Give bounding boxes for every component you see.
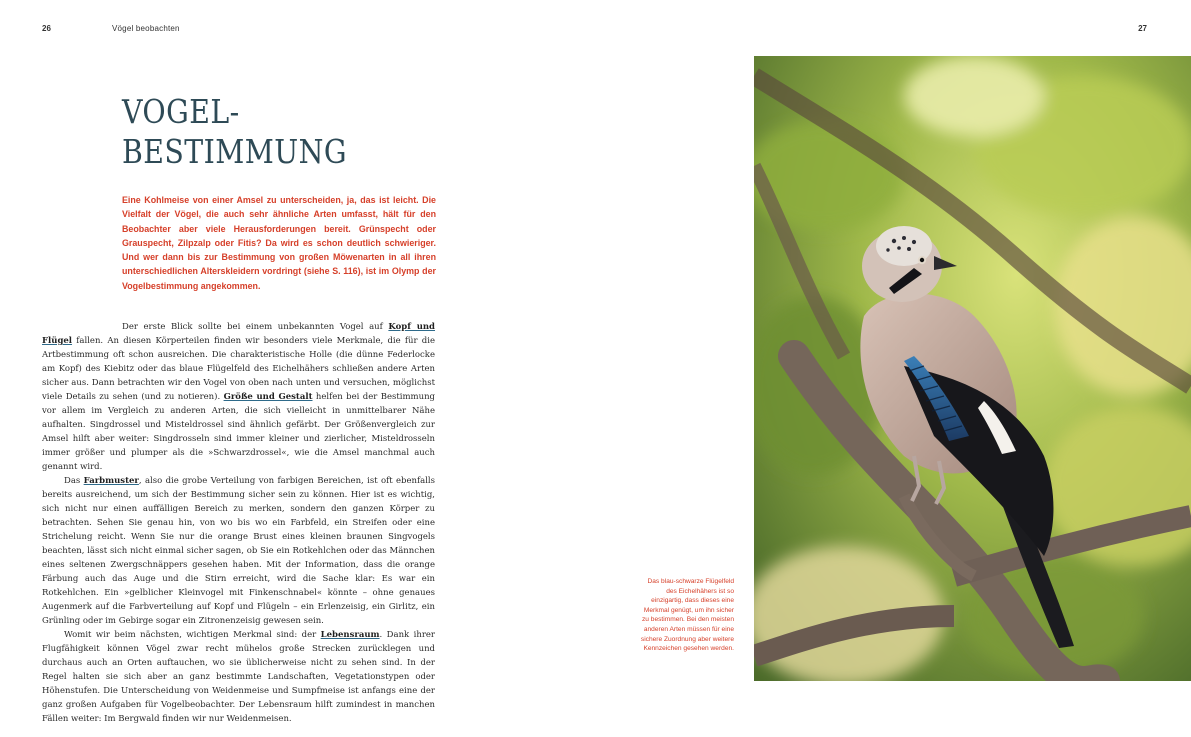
keyword-groesse-gestalt: Größe und Gestalt: [223, 392, 313, 402]
photo-caption: Das blau-schwarze Flügelfeld des Eichelhähers ist so einzigartig, dass dieses eine Merkmal genügt, um ihn sicher zu bestimmen. Bei den meisten anderen Arten müssen für eine sichere Zuordnung aber weitere Kennzeichen gesehen werden.: [640, 578, 734, 653]
chapter-title: [122, 92, 347, 172]
p3-text-b: . Dank ihrer Flugfähigkeit können Vögel zwar recht mühelos große Strecken zurücklegen und durchaus auch an Orten auftauchen, wo sie üblicherweise nicht zu sehen sind. In der Regel halten sie sich aber an ganz bestimmte Landschaften, Vegetationstypen oder Höhenstufen. Die Unterscheidung von Weidenmeise und Sumpfmeise ist anfangs eine der ganz großen Aufgaben für Vogelbeobachter. Der Lebensraum hilft zumindest in manchen Fällen weiter: Im Bergwald finden wir nur Weidenmeisen.: [42, 630, 435, 724]
lead-paragraph: Eine Kohlmeise von einer Amsel zu unterscheiden, ja, das ist leicht. Die Vielfalt der Vögel, die auch sehr ähnliche Arten umfasst, hält für den Beobachter aber viele Herausforderungen bereit. Grünspecht oder Grauspecht, Zilpzalp oder Fitis? Da wird es schon deutlich schwieriger. Und wer dann bis zur Bestimmung von großen Möwenarten in all ihren unterschiedlichen Alterskleidern vordringt (siehe S. 116), ist im Olymp der Vogelbestimmung angekommen.: [122, 195, 436, 291]
body-paragraph-3: [42, 628, 435, 726]
keyword-lebensraum: Lebensraum: [320, 630, 380, 640]
keyword-kopf-fluegel: Kopf und Flügel: [42, 322, 436, 346]
eurasian-jay-photo: [754, 56, 1191, 681]
body-paragraph-1: [42, 320, 435, 474]
p3-text-a: Womit wir beim nächsten, wichtigen Merkmal sind: der: [64, 630, 321, 640]
p1-text-b: fallen. An diesen Körperteilen finden wir besonders viele Merkmale, die für die Artbestimmung oft schon ausreichen. Die charakteristische Holle (die dünne Federlocke am Kopf) des Kiebitz oder das blaue Flügelfeld des Eichelhähers schließen andere Arten sicher aus. Dann betrachten wir den Vogel von oben nach unten und versuchen, möglichst viele Details zu sehen (und zu notieren).: [42, 336, 435, 402]
body-text: [42, 320, 435, 726]
page-number-right: 27: [1138, 24, 1147, 33]
title-line-2: BESTIMMUNG: [122, 132, 347, 171]
page-number-left: 26: [42, 24, 51, 33]
keyword-farbmuster: Farbmuster: [83, 476, 139, 486]
p1-text-a: Der erste Blick sollte bei einem unbekannten Vogel auf: [122, 322, 389, 332]
p2-text-a: Das: [64, 476, 84, 486]
running-head: Vögel beobachten: [112, 24, 180, 33]
p2-text-b: , also die grobe Verteilung von farbigen Bereichen, ist oft ebenfalls bereits ausreichend, um sich der Bestimmung sicher sein zu können. Hier ist es wichtig, sich nicht nur einen auffälligen Bereich zu merken, sondern den ganzen Körper zu betrachten. Sehen Sie genau hin, von wo bis wo ein Farbfeld, ein Streifen oder eine Strichelung reicht. Wenn Sie nur die orange Brust eines kleinen braunen Singvogels beachten, lässt sich nicht einmal sicher sagen, ob Sie ein Rotkehlchen oder das Männchen eines seltenen Zwergschnäppers gesehen haben. Mit der Information, dass die orange Färbung auch das Auge und die Stirn erreicht, wird die Sache klar: Es war ein Rotkehlchen. Ein »gelblicher Kleinvogel mit Finkenschnabel« könnte – ohne genaues Augenmerk auf die Farbverteilung auf Kopf und Flügeln – ein Erlenzeisig, ein Girlitz, ein Grünling oder im Gebirge sogar ein Zitronenzeisig gewesen sein.: [42, 476, 436, 626]
p1-text-c: helfen bei der Bestimmung vor allem im Vergleich zu anderen Arten, die sich vielleicht in unmittelbarer Nähe aufhalten. Singdrossel und Misteldrossel sind ähnlich gefärbt. Der Größenvergleich zur Amsel hilft aber weiter: Singdrosseln sind immer kleiner und zierlicher, Misteldrosseln immer größer und plumper als die »Schwarzdrossel«, wie die Amsel manchmal auch genannt wird.: [42, 392, 435, 472]
body-paragraph-2: [42, 474, 435, 628]
title-line-1: VOGEL-: [122, 92, 240, 131]
